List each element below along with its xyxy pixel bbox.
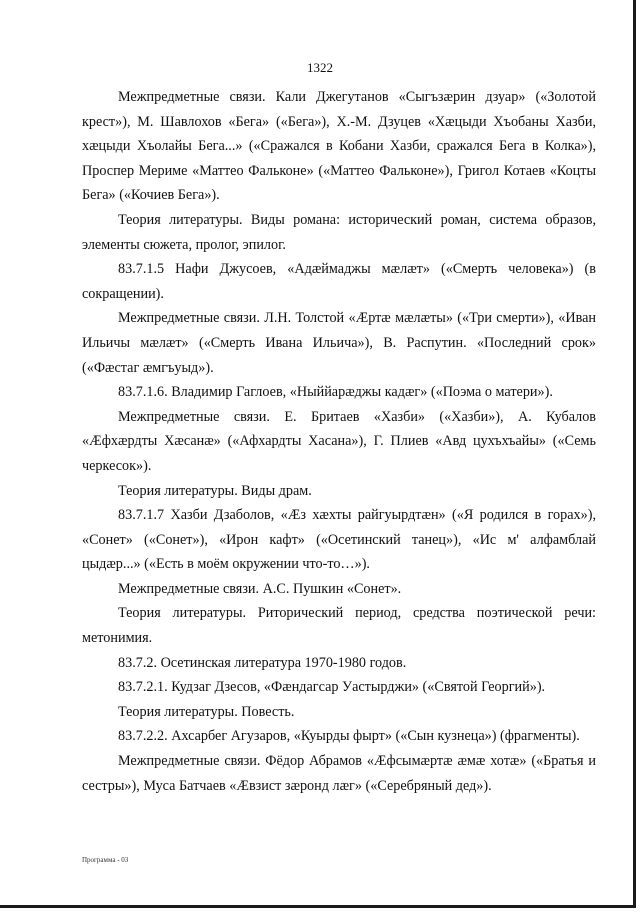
paragraph: Теория литературы. Виды романа: исторический роман, система образов, элементы сюжета, пролог, эпилог. <box>82 211 596 253</box>
document-body <box>82 85 596 798</box>
paragraph: Межпредметные связи. Кали Джегутанов «Сыгъзæрин дзуар» («Золотой крест»), М. Шавлохов «Бега» («Бега»), Х.-М. Дзуцев «Хæцыди Хъобаны Хазби, хæцыди Хъолайы Бега...» («Сражался в Кобани Хазби, сражался Бега в Колка»), Проспер Мериме «Маттео Фальконе» («Маттео Фальконе»), Григол Котаев «Коцты Бега» («Кочиев Бега»). <box>82 89 596 204</box>
page-footer: Программа - 03 <box>82 856 129 864</box>
paragraph: 83.7.2.2. Ахсарбег Агузаров, «Куырды фырт» («Сын кузнеца») (фрагменты). <box>118 728 580 745</box>
paragraph: 83.7.2. Осетинская литература 1970-1980 годов. <box>118 654 407 671</box>
paragraph: Межпредметные связи. Е. Бритаев «Хазби» («Хазби»), А. Кубалов «Æфхæрдты Хæсанæ» («Афхардты Хасана»), Г. Плиев «Авд цухъхъайы» («Семь черкесок»). <box>82 408 596 474</box>
paragraph: 83.7.1.5 Нафи Джусоев, «Адæймаджы мæлæт» («Смерть человека») (в сокращении). <box>82 261 596 302</box>
paragraph: Межпредметные связи. Л.Н. Толстой «Æртæ мæлæты» («Три смерти»), «Иван Ильичы мæлæт» («Смерть Ивана Ильича»), В. Распутин. «Последний срок» («Фæстаг æмгъуыд»). <box>82 310 596 376</box>
paragraph: 83.7.1.6. Владимир Гаглоев, «Ныййарæджы кадæг» («Поэма о матери»). <box>118 384 553 401</box>
page-number: 1322 <box>307 60 333 75</box>
paragraph: 83.7.1.7 Хазби Дзаболов, «Æз хæхты райгуырдтæн» («Я родился в горах»), «Сонет» («Сонет»), «Ирон кафт» («Осетинский танец»), «Ис м' алфамблай цыдæр...» («Есть в моём окружении что-то…»). <box>82 507 596 573</box>
paragraph: Межпредметные связи. Фёдор Абрамов «Æфсымæртæ æмæ хотæ» («Братья и сестры»), Муса Батчаев «Æвзист зæронд лæг» («Серебряный дед»). <box>82 753 596 794</box>
paragraph: Теория литературы. Виды драм. <box>118 482 312 499</box>
paragraph: 83.7.2.1. Кудзаг Дзесов, «Фæндагсар Уастырджи» («Святой Георгий»). <box>118 679 546 696</box>
paragraph: Теория литературы. Риторический период, средства поэтической речи: метонимия. <box>82 605 596 647</box>
paragraph: Теория литературы. Повесть. <box>118 703 295 720</box>
paragraph: Межпредметные связи. А.С. Пушкин «Сонет». <box>118 580 402 597</box>
